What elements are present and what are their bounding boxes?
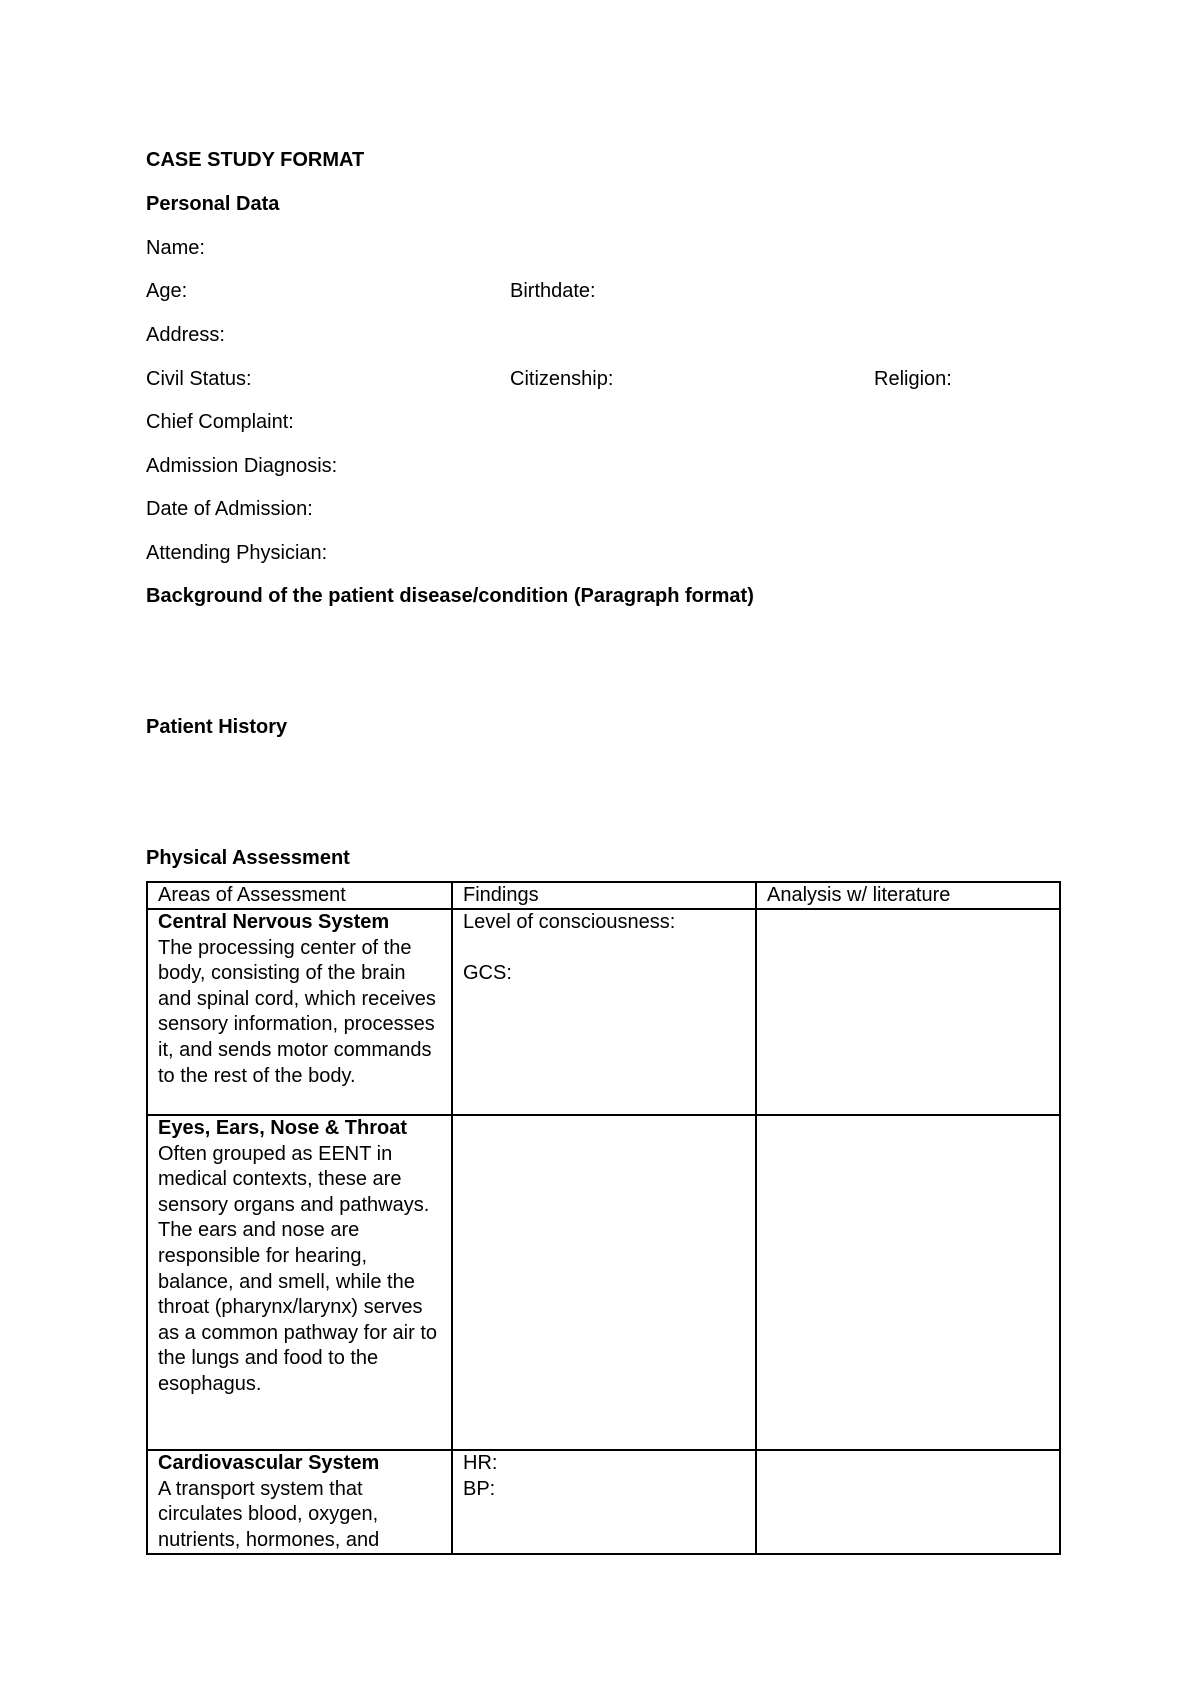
table-row [147, 1450, 1060, 1554]
table-row [147, 1115, 1060, 1450]
name-label: Name: [146, 237, 205, 259]
finding-gcs: GCS: [463, 962, 512, 985]
table-row [147, 909, 1060, 1115]
findings-cell[interactable] [452, 1115, 756, 1450]
area-title: Cardiovascular System [158, 1452, 380, 1474]
personal-data-heading: Personal Data [146, 193, 280, 215]
area-description: The processing center of the body, consisting of the brain and spinal cord, which receives sensory information, processes it, and sends motor commands to the rest of the body. [158, 936, 436, 1087]
date-of-admission-label: Date of Admission: [146, 498, 313, 520]
column-header-analysis: Analysis w/ literature [756, 882, 1060, 909]
attending-physician-label: Attending Physician: [146, 542, 328, 564]
area-title: Central Nervous System [158, 911, 390, 933]
document-title: CASE STUDY FORMAT [146, 149, 365, 171]
chief-complaint-label: Chief Complaint: [146, 411, 294, 433]
age-label: Age: [146, 280, 188, 302]
analysis-cell[interactable] [756, 1115, 1060, 1450]
table-header-row [147, 882, 1060, 909]
area-cell [147, 909, 452, 1115]
area-description: A transport system that circulates blood, oxygen, nutrients, hormones, and [158, 1477, 380, 1551]
area-description: Often grouped as EENT in medical contexts, these are sensory organs and pathways. The ears and nose are responsible for hearing, balance, and smell, while the throat (pharynx/larynx) serves as a common pathway for air to the lungs and food to the esophagus. [158, 1142, 438, 1395]
religion-label: Religion: [874, 368, 952, 390]
analysis-cell[interactable] [756, 909, 1060, 1115]
finding-bp: BP: [463, 1477, 496, 1500]
patient-history-heading: Patient History [146, 716, 288, 738]
admission-diagnosis-label: Admission Diagnosis: [146, 455, 338, 477]
area-title: Eyes, Ears, Nose & Throat [158, 1117, 407, 1139]
address-label: Address: [146, 324, 225, 346]
finding-hr: HR: [463, 1452, 498, 1474]
area-cell [147, 1450, 452, 1554]
finding-level-of-consciousness: Level of consciousness: [463, 911, 676, 933]
physical-assessment-heading: Physical Assessment [146, 847, 350, 869]
physical-assessment-table [146, 881, 1061, 1555]
analysis-cell[interactable] [756, 1450, 1060, 1554]
findings-cell[interactable] [452, 909, 756, 1115]
finding-blank-line [463, 936, 745, 962]
findings-cell[interactable] [452, 1450, 756, 1554]
column-header-areas: Areas of Assessment [147, 882, 452, 909]
citizenship-label: Citizenship: [510, 368, 614, 390]
area-cell [147, 1115, 452, 1450]
column-header-findings: Findings [452, 882, 756, 909]
civil-status-label: Civil Status: [146, 368, 252, 390]
birthdate-label: Birthdate: [510, 280, 596, 302]
background-heading: Background of the patient disease/condition (Paragraph format) [146, 585, 754, 607]
